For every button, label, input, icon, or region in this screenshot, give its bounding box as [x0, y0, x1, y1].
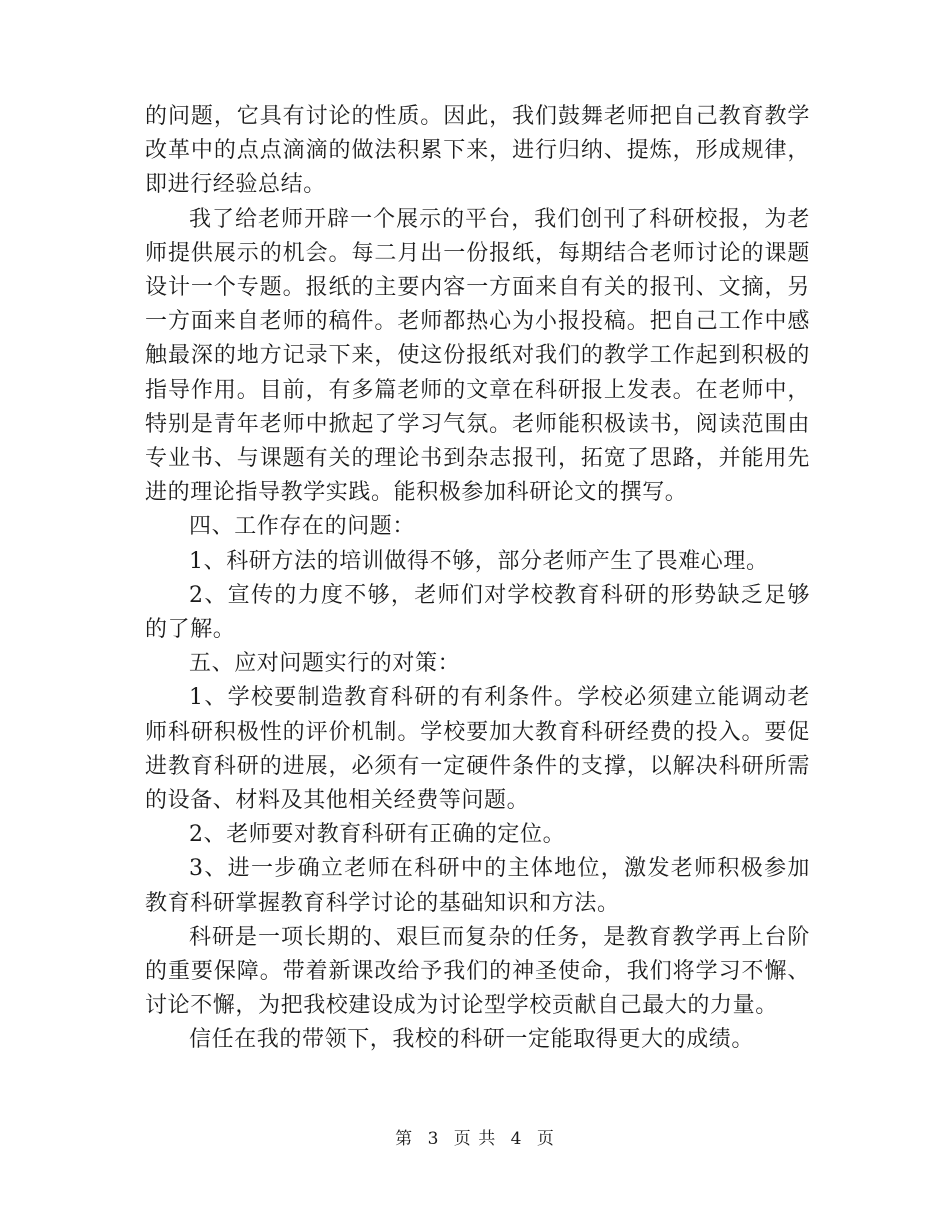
paragraph-school-newspaper: 我了给老师开辟一个展示的平台，我们创刊了科研校报，为老师提供展示的机会。每二月出一份报纸，每期结合老师讨论的课题设计一个专题。报纸的主要内容一方面来自有关的报刊、文摘，另一方面来自老师的稿件。老师都热心为小报投稿。把自己工作中感触最深的地方记录下来，使这份报纸对我们的教学工作起到积极的指导作用。目前，有多篇老师的文章在科研报上发表。在老师中，特别是青年老师中掀起了学习气氛。老师能积极读书，阅读范围由专业书、与课题有关的理论书到杂志报刊，拓宽了思路，并能用先进的理论指导教学实践。能积极参加科研论文的撰写。: [145, 206, 810, 506]
page-footer: [0, 1124, 950, 1149]
problem-item-1: 1、科研方法的培训做得不够，部分老师产生了畏难心理。: [189, 548, 769, 574]
problem-item-2: 2、宣传的力度不够，老师们对学校教育科研的形势缺乏足够的了解。: [145, 582, 810, 643]
footer-total-pages: 4: [510, 1129, 523, 1149]
section-heading-problems: 四、工作存在的问题：: [189, 514, 416, 540]
countermeasure-item-1: 1、学校要制造教育科研的有利条件。学校必须建立能调动老师科研积极性的评价机制。学校要加大教育科研经费的投入。要促进教育科研的进展，必须有一定硬件条件的支撑，以解决科研所需的设备、材料及其他相关经费等问题。: [145, 685, 810, 814]
paragraph-continued: 的问题，它具有讨论的性质。因此，我们鼓舞老师把自己教育教学改革中的点点滴滴的做法积累下来，进行归纳、提炼，形成规律，即进行经验总结。: [145, 104, 810, 198]
footer-page-number: 3: [427, 1129, 440, 1149]
paragraph-conclusion: 科研是一项长期的、艰巨而复杂的任务，是教育教学再上台阶的重要保障。带着新课改给予我们的神圣使命，我们将学习不懈、讨论不懈，为把我校建设成为讨论型学校贡献自己最大的力量。: [145, 924, 810, 1019]
countermeasure-item-3: 3、进一步确立老师在科研中的主体地位，激发老师积极参加教育科研掌握教育科学讨论的基础知识和方法。: [145, 856, 810, 916]
document-body: [145, 100, 810, 1058]
countermeasure-item-2: 2、老师要对教育科研有正确的定位。: [189, 822, 566, 848]
footer-label-post: 页: [536, 1129, 555, 1149]
footer-label-pre: 第: [395, 1129, 414, 1149]
section-heading-countermeasures: 五、应对问题实行的对策：: [189, 651, 461, 677]
paragraph-closing: 信任在我的带领下，我校的科研一定能取得更大的成绩。: [189, 1027, 755, 1053]
footer-label-mid: 页 共: [453, 1129, 497, 1149]
